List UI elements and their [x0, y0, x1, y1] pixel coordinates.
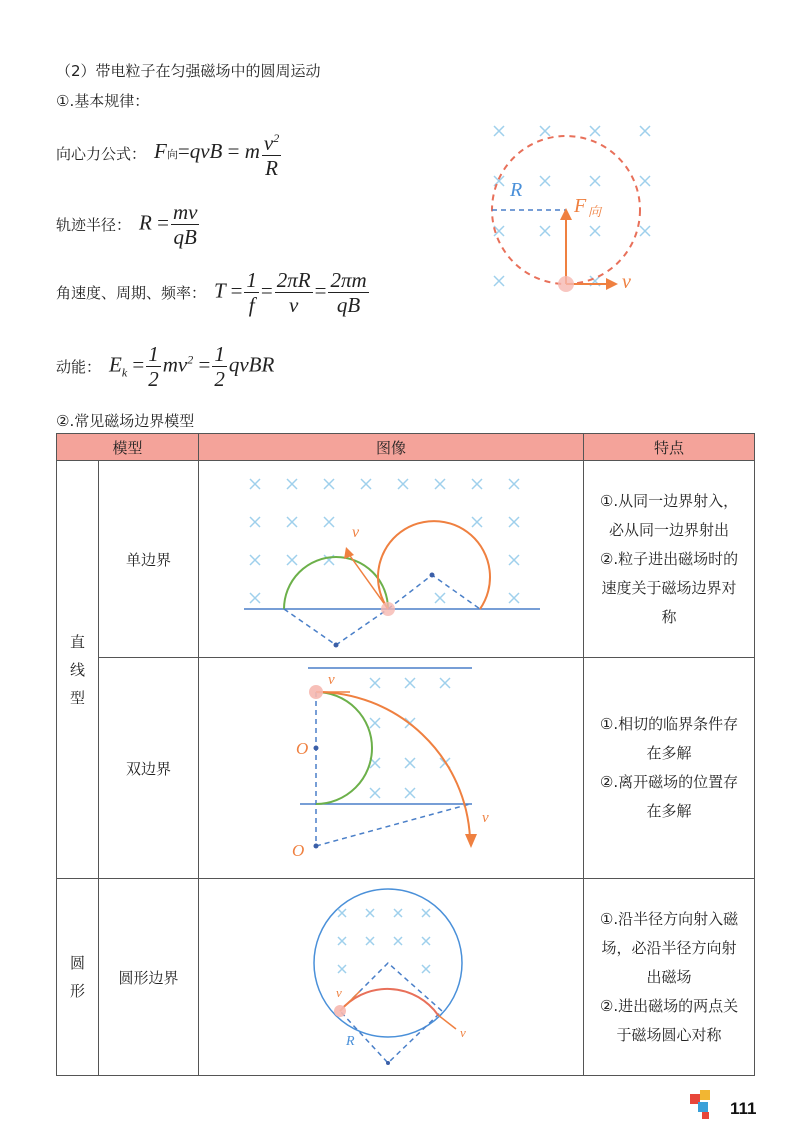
label-F: F: [574, 195, 587, 217]
double-boundary-diagram: [200, 658, 583, 874]
svg-text:O: O: [295, 739, 308, 758]
label-F-sub: 向: [588, 205, 602, 220]
centripetal-label: 向心力公式：: [56, 144, 147, 163]
centripetal-expression: F向=qvB = m $\frac{v^2}{R}$: [154, 126, 283, 180]
table-header-row: [57, 434, 755, 461]
svg-text:R: R: [345, 1034, 355, 1049]
boundary-models-heading: ②.常见磁场边界模型: [56, 412, 195, 430]
svg-text:v: v: [327, 672, 335, 688]
svg-text:v: v: [335, 985, 342, 1000]
features-double-boundary: ①.相切的临界条件存 在多解 ②.离开磁场的位置存 在多解: [584, 658, 755, 879]
single-boundary-figure-cell: [199, 461, 584, 658]
page-number: 111: [730, 1099, 757, 1118]
period-expression: T = $\frac{1}{f}$ = $\frac{2\pi R}{v}$ = $\frac{2\pi m}{qB}$: [214, 268, 367, 317]
basic-rules-heading: ①.基本规律：: [56, 92, 150, 110]
field-x-marks: [494, 126, 650, 286]
group-straight: 直 线 型: [57, 461, 99, 879]
field-x-marks: [338, 909, 430, 973]
group-circle: 圆 形: [57, 879, 99, 1076]
label-R: R: [510, 179, 523, 201]
radius-formula: [56, 200, 201, 249]
period-label: 角速度、周期、频率：: [56, 284, 207, 302]
boundary-model-table: [56, 433, 755, 1076]
svg-text:v: v: [459, 1025, 466, 1040]
energy-formula: [56, 342, 274, 391]
circular-boundary-figure-cell: [199, 879, 584, 1076]
energy-expression: $E_k$ = $\frac{1}{2}$ $mv^2$ = $\frac{1}{2}$ qvBR: [109, 342, 275, 391]
green-arc: [284, 557, 388, 609]
radius-label: 轨迹半径：: [56, 216, 132, 234]
table-row: [57, 879, 755, 1076]
svg-text:O: O: [291, 841, 304, 860]
table-row: [57, 461, 755, 658]
centripetal-formula: [56, 126, 283, 180]
header-image: 图像: [199, 434, 584, 461]
label-v: v: [351, 524, 359, 541]
field-x-marks: [370, 678, 450, 798]
model-circular-boundary: 圆形边界: [99, 879, 199, 1076]
radius-expression: R = $\frac{mv}{qB}$: [139, 200, 198, 249]
header-features: 特点: [584, 434, 755, 461]
period-formula: [56, 268, 371, 317]
single-boundary-diagram: [200, 461, 583, 653]
publisher-logo: [690, 1090, 714, 1124]
circular-motion-diagram: [480, 118, 670, 303]
section-title: （2）带电粒子在匀强磁场中的圆周运动: [56, 62, 321, 80]
orange-arc: [378, 521, 490, 609]
particle: [558, 276, 574, 292]
header-model: 模型: [57, 434, 199, 461]
double-boundary-figure-cell: [199, 658, 584, 879]
model-single-boundary: 单边界: [99, 461, 199, 658]
features-circular-boundary: ①.沿半径方向射入磁 场，必沿半径方向射 出磁场 ②.进出磁场的两点关 于磁场圆心对称: [584, 879, 755, 1076]
model-double-boundary: 双边界: [99, 658, 199, 879]
svg-text:v: v: [481, 810, 489, 826]
features-single-boundary: ①.从同一边界射入， 必从同一边界射出 ②.粒子进出磁场时的 速度关于磁场边界对 称: [584, 461, 755, 658]
table-row: [57, 658, 755, 879]
label-v: v: [622, 271, 631, 293]
circular-boundary-diagram: [200, 879, 583, 1071]
energy-label: 动能：: [56, 358, 102, 376]
